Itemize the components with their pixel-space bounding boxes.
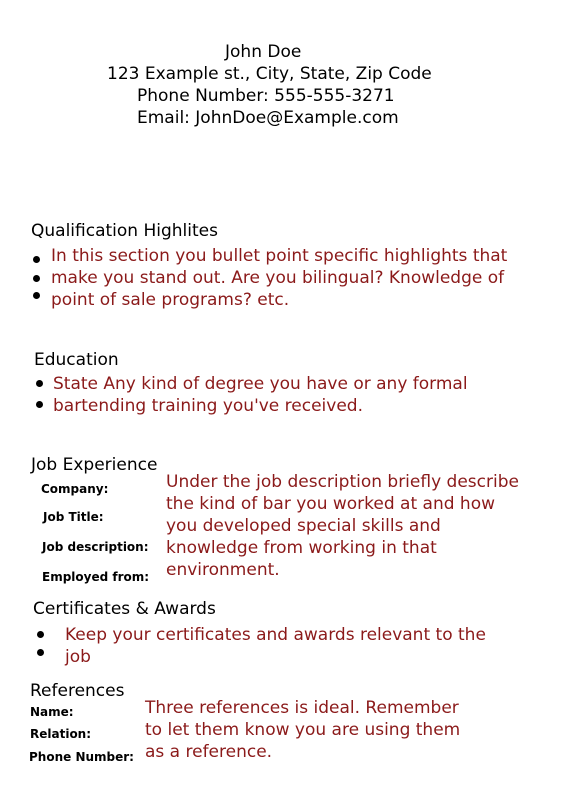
certificates-heading: Certificates & Awards bbox=[33, 599, 216, 619]
qualifications-line: point of sale programs? etc. bbox=[51, 290, 290, 310]
experience-heading: Job Experience bbox=[31, 455, 158, 475]
bullet bbox=[33, 275, 40, 282]
education-line: bartending training you've received. bbox=[53, 396, 363, 416]
job-title-label: Job Title: bbox=[43, 510, 104, 524]
qualifications-line: In this section you bullet point specific highlights that bbox=[51, 246, 508, 266]
references-line: as a reference. bbox=[145, 742, 273, 762]
bullet bbox=[36, 380, 43, 387]
experience-line: you developed special skills and bbox=[166, 516, 441, 536]
job-description-label: Job description: bbox=[42, 540, 149, 554]
experience-line: the kind of bar you worked at and how bbox=[166, 494, 496, 514]
bullet bbox=[37, 631, 44, 638]
bullet bbox=[33, 292, 40, 299]
company-label: Company: bbox=[41, 482, 109, 496]
bullet bbox=[33, 256, 40, 263]
resume-phone: Phone Number: 555-555-3271 bbox=[137, 86, 395, 106]
experience-line: Under the job description briefly describe bbox=[166, 472, 519, 492]
reference-relation-label: Relation: bbox=[30, 727, 92, 741]
reference-phone-label: Phone Number: bbox=[29, 750, 134, 764]
experience-line: environment. bbox=[166, 560, 280, 580]
reference-name-label: Name: bbox=[30, 705, 74, 719]
qualifications-line: make you stand out. Are you bilingual? Knowledge of bbox=[51, 268, 505, 288]
education-heading: Education bbox=[34, 350, 119, 370]
education-line: State Any kind of degree you have or any formal bbox=[53, 374, 468, 394]
certificates-line: job bbox=[65, 647, 91, 667]
references-heading: References bbox=[30, 681, 125, 701]
certificates-line: Keep your certificates and awards relevant to the bbox=[65, 625, 486, 645]
resume-name: John Doe bbox=[225, 42, 302, 62]
bullet bbox=[36, 401, 43, 408]
resume-email: Email: JohnDoe@Example.com bbox=[137, 108, 399, 128]
resume-address: 123 Example st., City, State, Zip Code bbox=[107, 64, 432, 84]
qualifications-heading: Qualification Highlites bbox=[31, 221, 218, 241]
references-line: Three references is ideal. Remember bbox=[145, 698, 459, 718]
bullet bbox=[37, 649, 44, 656]
experience-line: knowledge from working in that bbox=[166, 538, 437, 558]
employed-from-label: Employed from: bbox=[42, 570, 150, 584]
references-line: to let them know you are using them bbox=[145, 720, 461, 740]
